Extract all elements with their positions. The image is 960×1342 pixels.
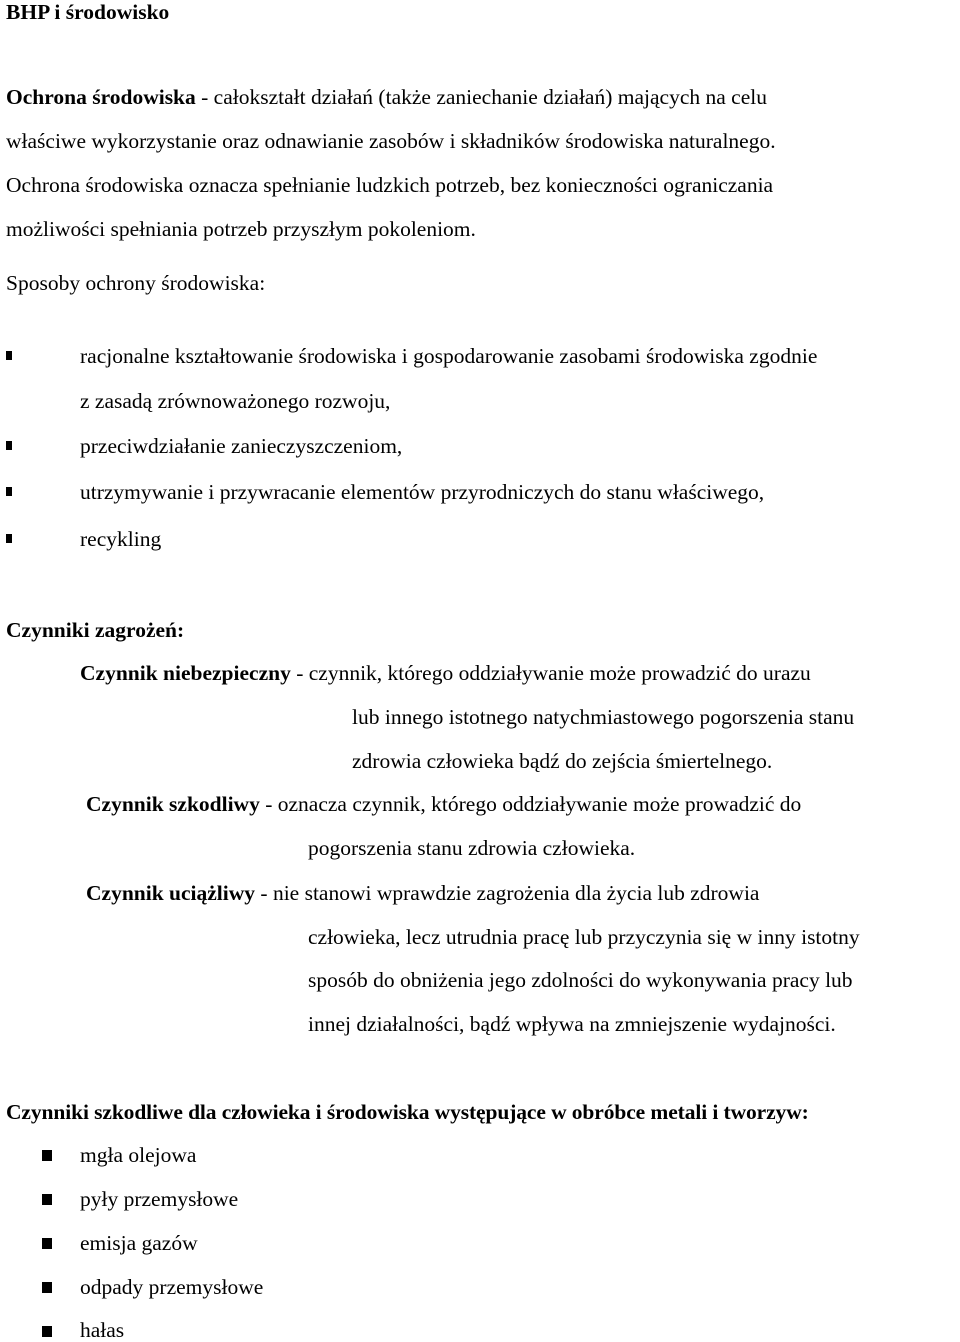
term-burdensome: Czynnik uciążliwy xyxy=(86,881,256,905)
page-title: BHP i środowisko xyxy=(6,0,170,24)
square-bullet-icon xyxy=(6,487,12,496)
threats-heading: Czynniki zagrożeń: xyxy=(6,618,185,642)
machining-heading: Czynniki szkodliwe dla człowieka i środowiska występujące w obróbce metali i tworzyw: xyxy=(6,1100,809,1124)
list-item: recykling xyxy=(80,527,162,551)
list-item: utrzymywanie i przywracanie elementów przyrodniczych do stanu właściwego, xyxy=(80,480,765,504)
list-item-continuation: z zasadą zrównoważonego rozwoju, xyxy=(80,389,391,413)
definition-text: - nie stanowi wprawdzie zagrożenia dla życia lub zdrowia xyxy=(255,881,760,905)
factor-dangerous-line-2: lub innego istotnego natychmiastowego pogorszenia stanu xyxy=(352,705,855,729)
factor-harmful-line-1 xyxy=(86,794,801,816)
intro-line-3: Ochrona środowiska oznacza spełnianie ludzkich potrzeb, bez konieczności ograniczania xyxy=(6,173,774,197)
factor-dangerous-line-3: zdrowia człowieka bądź do zejścia śmiertelnego. xyxy=(352,749,773,773)
intro-line-4: możliwości spełniania potrzeb przyszłym pokoleniom. xyxy=(6,217,476,241)
square-bullet-icon xyxy=(42,1238,52,1249)
intro-line-2: właściwe wykorzystanie oraz odnawianie zasobów i składników środowiska naturalnego. xyxy=(6,129,776,153)
square-bullet-icon xyxy=(42,1326,52,1337)
intro-definition: - całokształt działań (także zaniechanie działań) mających na celu xyxy=(195,85,767,109)
square-bullet-icon xyxy=(6,351,12,360)
term-environment-protection: Ochrona środowiska xyxy=(6,85,196,109)
list-item: pyły przemysłowe xyxy=(80,1187,239,1211)
factor-burdensome-line-3: sposób do obniżenia jego zdolności do wykonywania pracy lub xyxy=(308,968,853,992)
list-item: racjonalne kształtowanie środowiska i gospodarowanie zasobami środowiska zgodnie xyxy=(80,344,818,368)
definition-text: - czynnik, którego oddziaływanie może prowadzić do urazu xyxy=(290,661,811,685)
definition-text: - oznacza czynnik, którego oddziaływanie może prowadzić do xyxy=(259,792,802,816)
factor-burdensome-line-1 xyxy=(86,883,759,905)
list-item: hałas xyxy=(80,1318,125,1342)
factor-dangerous-line-1 xyxy=(80,663,811,685)
square-bullet-icon xyxy=(42,1282,52,1293)
term-harmful: Czynnik szkodliwy xyxy=(86,792,260,816)
methods-heading: Sposoby ochrony środowiska: xyxy=(6,271,266,295)
list-item: mgła olejowa xyxy=(80,1143,197,1167)
list-item: przeciwdziałanie zanieczyszczeniom, xyxy=(80,434,403,458)
term-dangerous: Czynnik niebezpieczny xyxy=(80,661,291,685)
square-bullet-icon xyxy=(42,1194,52,1205)
square-bullet-icon xyxy=(42,1150,52,1161)
square-bullet-icon xyxy=(6,441,12,450)
intro-line-1 xyxy=(6,87,767,109)
list-item: odpady przemysłowe xyxy=(80,1275,264,1299)
square-bullet-icon xyxy=(6,534,12,543)
factor-burdensome-line-4: innej działalności, bądź wpływa na zmniejszenie wydajności. xyxy=(308,1012,836,1036)
list-item: emisja gazów xyxy=(80,1231,198,1255)
factor-burdensome-line-2: człowieka, lecz utrudnia pracę lub przyczynia się w inny istotny xyxy=(308,925,860,949)
factor-harmful-line-2: pogorszenia stanu zdrowia człowieka. xyxy=(308,836,636,860)
